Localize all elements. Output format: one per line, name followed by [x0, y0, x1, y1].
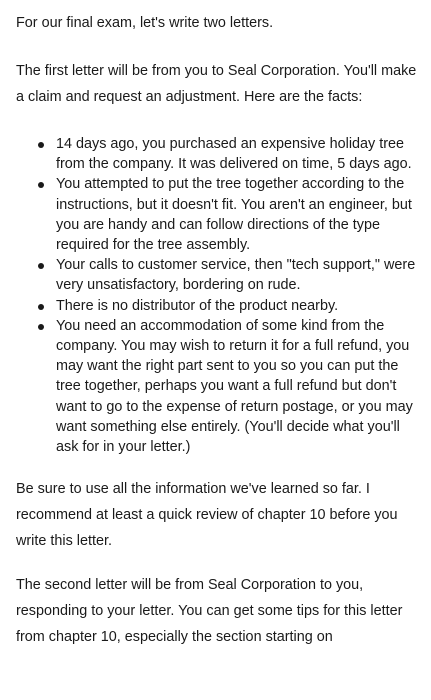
list-item-text: You attempted to put the tree together according to the instructions, but it doesn't fit. You aren't an engineer, but you are handy and can follow directions of the type required for the tree assembly. — [56, 176, 412, 254]
list-item-text: Your calls to customer service, then "tech support," were very unsatisfactory, bordering on rude. — [56, 257, 416, 294]
list-item — [16, 174, 420, 255]
list-item — [16, 255, 420, 295]
second-letter-paragraph: The second letter will be from Seal Corporation to you, responding to your letter. You can get some tips for this letter from chapter 10, especially the section starting on — [16, 577, 403, 646]
list-item-text: 14 days ago, you purchased an expensive holiday tree from the company. It was delivered on time, 5 days ago. — [56, 136, 412, 173]
bullet-icon — [38, 324, 44, 330]
list-item — [16, 316, 420, 457]
exam-instructions — [16, 0, 420, 650]
list-item — [16, 134, 420, 174]
bullet-icon — [38, 142, 44, 148]
list-item-text: You need an accommodation of some kind from the company. You may wish to return it for a full refund, you may want the right part sent to you so you can put the tree together, perhaps you want a full refund but don't want to go to the expense of return postage, or you may want something else entirely. (You'll decide what you'll ask for in your letter.) — [56, 317, 413, 456]
list-item — [16, 296, 420, 316]
facts-list — [16, 134, 420, 457]
bullet-icon — [38, 263, 44, 269]
bullet-icon — [38, 182, 44, 188]
review-paragraph: Be sure to use all the information we've learned so far. I recommend at least a quick review of chapter 10 before you write this letter. — [16, 481, 398, 550]
intro-paragraph: For our final exam, let's write two letters. — [16, 15, 274, 31]
list-item-text: There is no distributor of the product nearby. — [56, 297, 339, 314]
first-letter-paragraph: The first letter will be from you to Seal Corporation. You'll make a claim and request an adjustment. Here are the facts: — [16, 63, 417, 105]
bullet-icon — [38, 304, 44, 310]
